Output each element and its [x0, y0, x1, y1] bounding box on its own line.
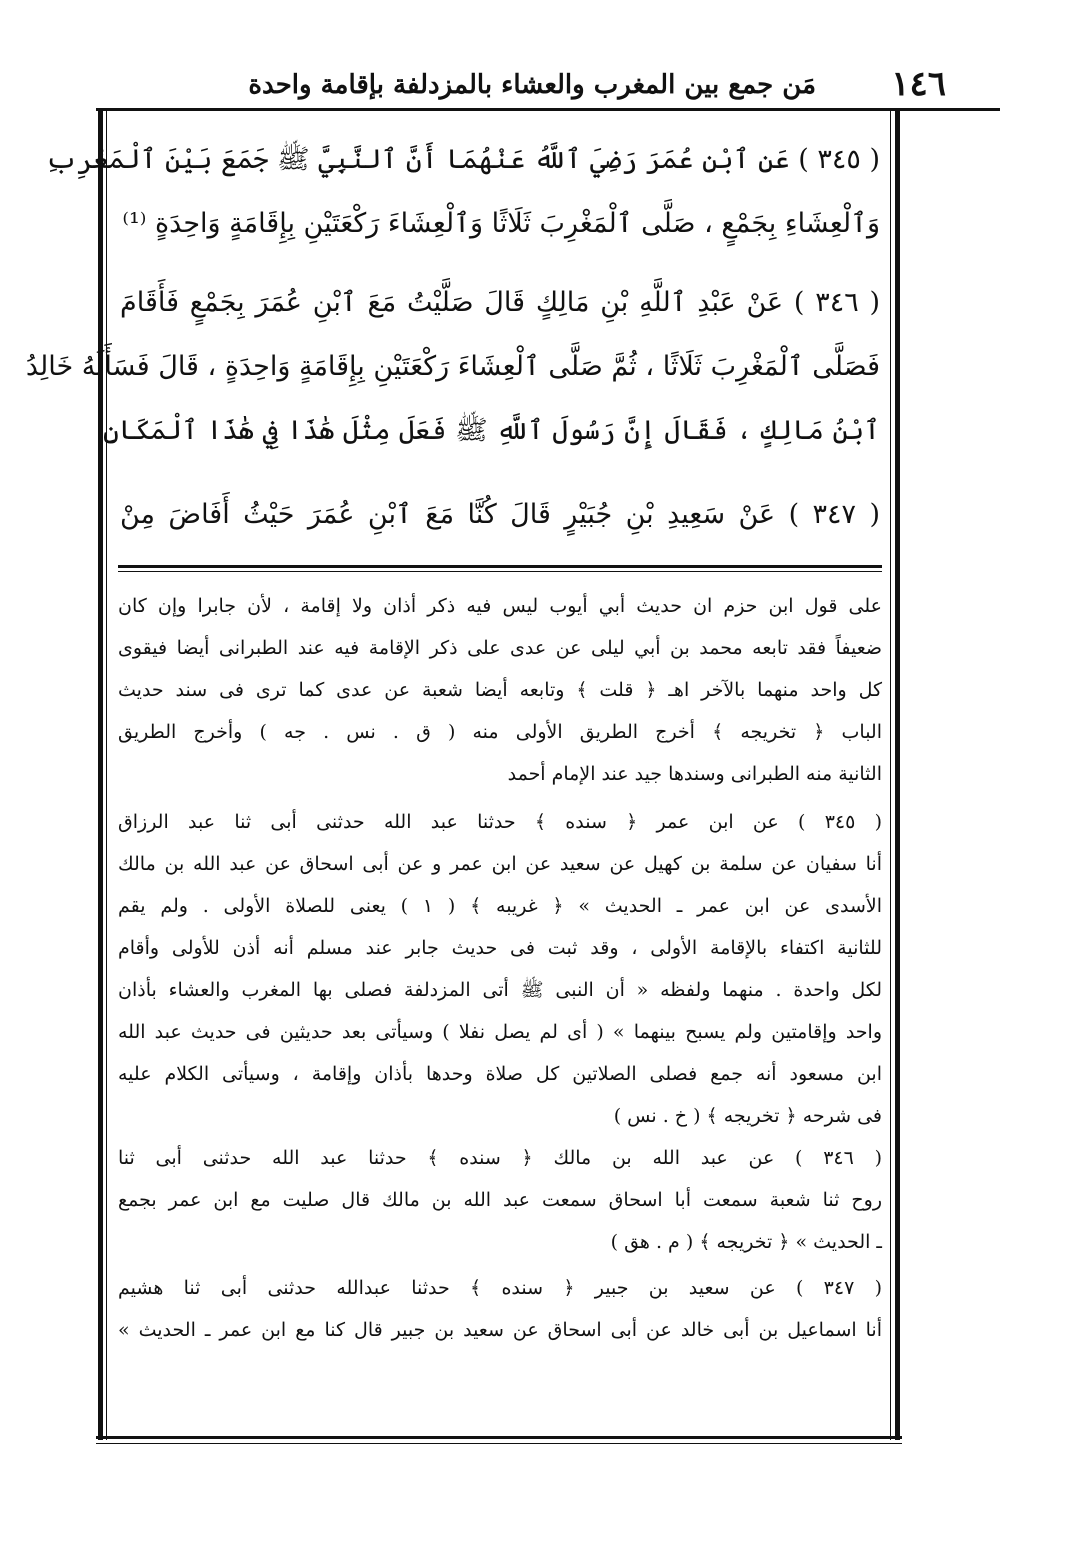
commentary-section	[118, 590, 882, 1347]
header-rule	[96, 108, 1000, 111]
commentary-line: واحد وإقامتين ولم يسبح بينهما » ( أى لم يصل نفلا ) وسيأتى بعد حديثين فى حديث عبد الله	[118, 1021, 882, 1043]
commentary-line: كل واحد منهما بالآخر اهـ ﴿ قلت ﴾ وتابعه أيضا شعبة عن عدى كما ترى فى سند حديث	[118, 679, 883, 701]
page-header	[100, 64, 986, 110]
hadith-347	[120, 490, 880, 540]
footnote-separator-inner	[118, 571, 882, 572]
hadith-line: ٱبْنُ مَالِكٍ ، فَقَالَ إِنَّ رَسُولَ ٱللَّهِ ﷺ فَعَلَ مِثْلَ هَٰذَا فِي هَٰذَا ٱلْمَكَانِ	[102, 415, 880, 446]
commentary-line: ضعيفاً فقد تابعه محمد بن أبي ليلى عن عدى على ذكر الإقامة فيه عند الطبرانى أيضا فيقوى	[118, 637, 882, 659]
commentary-line: ( ٣٤٦ ) عن عبد الله بن مالك ﴿ سنده ﴾ حدثنا عبد الله حدثنى أبى ثنا	[118, 1147, 882, 1169]
running-title: مَن جمع بين المغرب والعشاء بالمزدلفة بإقامة واحدة	[248, 70, 816, 100]
frame-border-bottom	[96, 1436, 902, 1439]
hadith-345	[45, 135, 880, 249]
commentary-line: أنا سفيان عن سلمة بن كهيل عن سعيد عن ابن عمر و عن أبى اسحاق عن عبد الله بن مالك	[118, 853, 882, 875]
commentary-line: ( ٣٤٧ ) عن سعيد بن جبير ﴿ سنده ﴾ حدثنا عبدالله حدثنى أبى ثنا هشيم	[118, 1277, 883, 1299]
commentary-line: الأسدى عن ابن عمر ـ الحديث » ﴿ غريبه ﴾ ( ١ ) يعنى للصلاة الأولى . ولم يقم	[118, 895, 882, 917]
frame-border-left-inner	[106, 108, 107, 1440]
commentary-line: لكل واحدة . منهما ولفظه « أن النبى ﷺ أتى المزدلفة فصلى بها المغرب والعشاء بأذان	[118, 979, 882, 1001]
frame-border-left	[98, 108, 103, 1440]
commentary-line: فى شرحه ﴿ تخريجه ﴾ ( خ . نس )	[613, 1105, 882, 1127]
page-number: ١٤٦	[891, 64, 946, 104]
commentary-line: على قول ابن حزم ان حديث أبي أيوب ليس فيه ذكر أذان ولا إقامة ، لأن جابرا وإن كان	[118, 595, 882, 617]
commentary-line: ـ الحديث » ﴿ تخريجه ﴾ ( م . هق )	[610, 1231, 882, 1253]
hadith-line: ( ٣٤٥ ) عَنِ ٱبْنِ عُمَرَ رَضِيَ ٱللَّهُ عَنْهُمَا أَنَّ ٱلنَّبِيَّ ﷺ جَمَعَ بَيْنَ ٱلْمَغْرِبِ	[45, 144, 880, 175]
hadith-line: ( ٣٤٧ ) عَنْ سَعِيدِ بْنِ جُبَيْرٍ قَالَ كُنَّا مَعَ ٱبْنِ عُمَرَ حَيْثُ أَفَاضَ مِنْ	[120, 499, 880, 530]
frame-border-right	[895, 108, 900, 1440]
footnote-separator	[118, 565, 882, 568]
hadith-line: ( ٣٤٦ ) عَنْ عَبْدِ ٱللَّهِ بْنِ مَالِكٍ قَالَ صَلَّيْتُ مَعَ ٱبْنِ عُمَرَ بِجَمْعٍ فَأَقَامَ	[120, 287, 880, 318]
commentary-line: الثانية منه الطبرانى وسندها جيد عند الإمام أحمد	[507, 763, 882, 785]
commentary-line: ( ٣٤٥ ) عن ابن عمر ﴿ سنده ﴾ حدثنا عبد الله حدثنى أبى ثنا عبد الرزاق	[118, 811, 882, 833]
frame-border-bottom-inner	[96, 1443, 902, 1444]
hadith-line: وَٱلْعِشَاءِ بِجَمْعٍ ، صَلَّى ٱلْمَغْرِبَ ثَلَاثًا وَٱلْعِشَاءَ رَكْعَتَيْنِ بِإِقَامَةٍ وَاحِدَةٍ ⁽¹⁾	[122, 208, 880, 239]
commentary-line: أنا اسماعيل بن أبى خالد عن أبى اسحاق عن سعيد بن جبير قال كنا مع ابن عمر ـ الحديث »	[118, 1319, 882, 1341]
frame-border-right-inner	[890, 108, 891, 1440]
commentary-line: الباب ﴿ تخريجه ﴾ أخرج الطريق الأولى منه ( ق . نس . جه ) وأخرج الطريق	[118, 721, 882, 743]
commentary-line: ابن مسعود أنه جمع فصلى الصلاتين كل صلاة وحدها بأذان وإقامة ، وسيأتى الكلام عليه	[118, 1063, 882, 1085]
hadith-346	[25, 278, 880, 456]
hadith-line: فَصَلَّى ٱلْمَغْرِبَ ثَلَاثًا ، ثُمَّ صَلَّى ٱلْعِشَاءَ رَكْعَتَيْنِ بِإِقَامَةٍ وَاحِدَةٍ ، قَالَ فَسَأَلَهُ خَالِدُ	[25, 351, 880, 382]
commentary-line: للثانية اكتفاء بالإقامة الأولى ، وقد ثبت فى حديث جابر عند مسلم أنه أذن للأولى وأقام	[118, 937, 882, 959]
commentary-line: روح ثنا شعبة سمعت أبا اسحاق سمعت عبد الله بن مالك قال صليت مع ابن عمر بجمع	[118, 1189, 882, 1211]
